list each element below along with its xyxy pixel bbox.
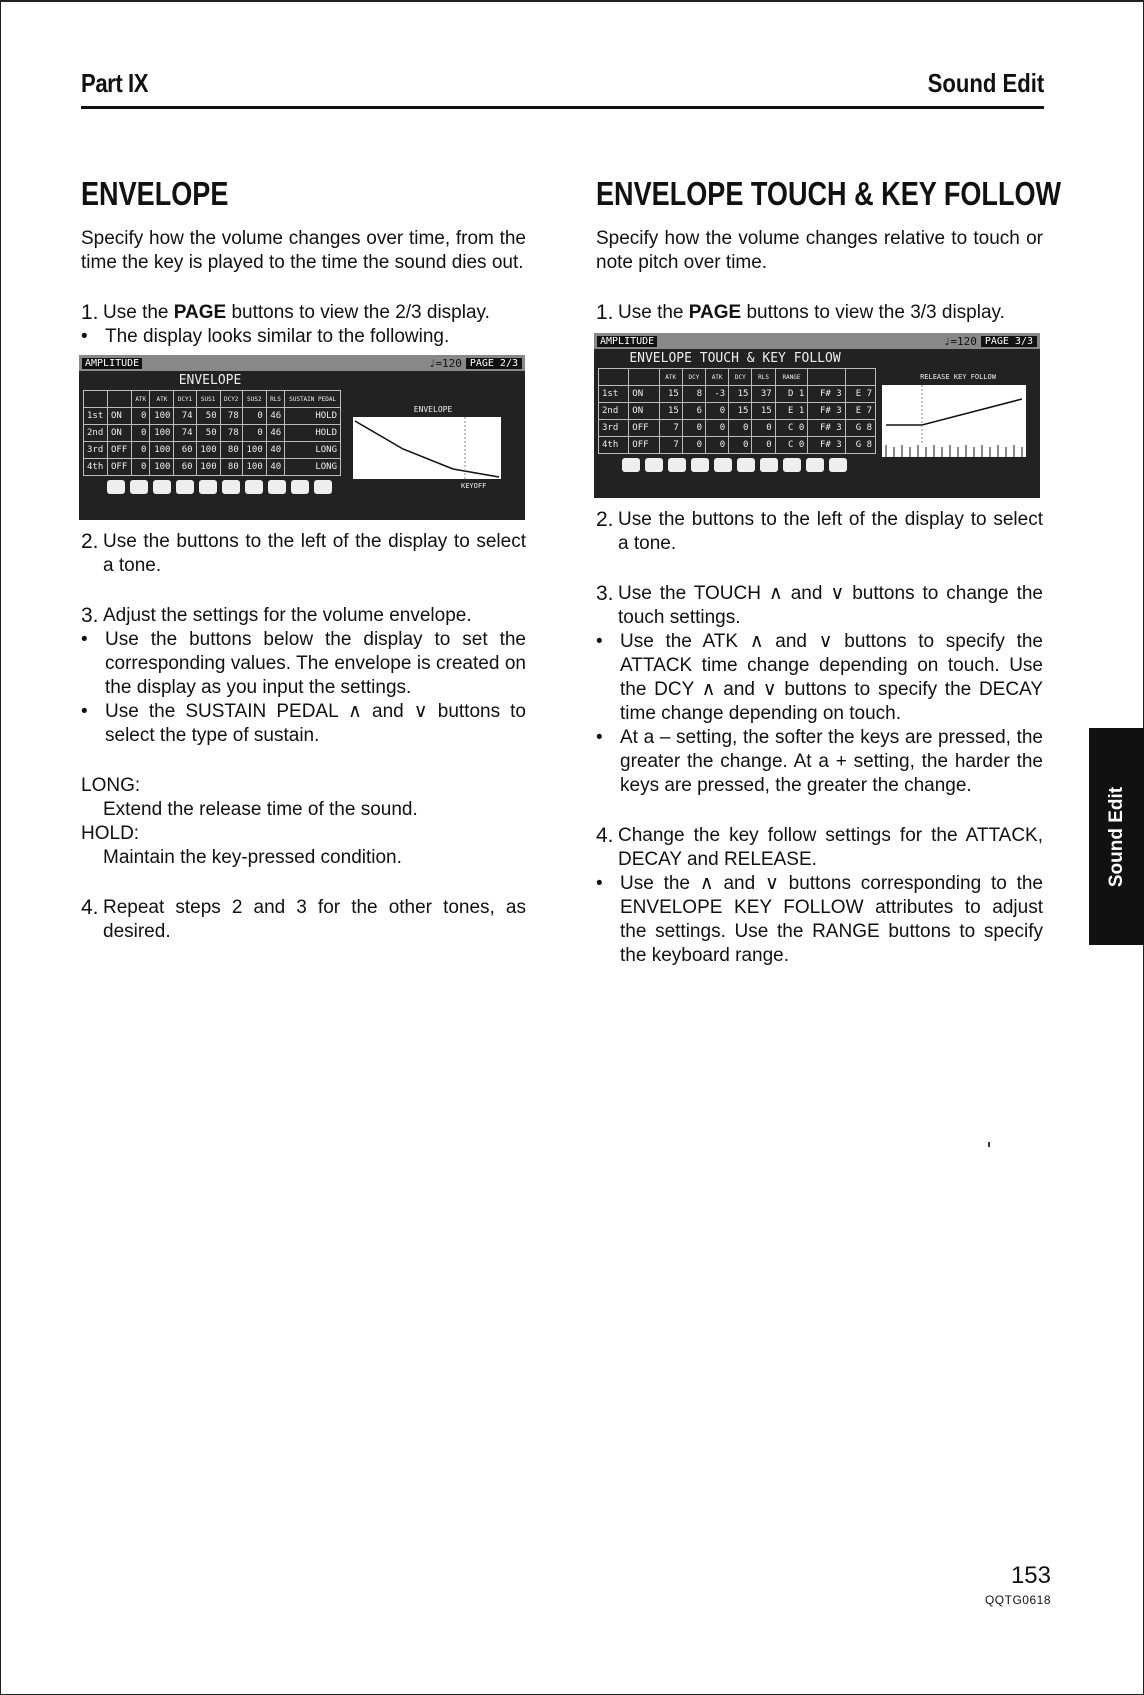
lcd-cell: 100 <box>150 425 174 442</box>
lcd-cell: OFF <box>629 437 659 454</box>
lcd-cell: 100 <box>242 459 266 476</box>
lcd-cell: 0 <box>132 425 150 442</box>
lcd-button[interactable] <box>645 458 663 472</box>
lcd-column-header <box>599 369 629 386</box>
lcd-column-header: RANGE <box>775 369 808 386</box>
envelope-step-4 <box>81 896 526 944</box>
lcd-tone-row <box>599 386 876 403</box>
lcd-cell: 1st <box>84 408 108 425</box>
lcd-cell: 15 <box>752 403 775 420</box>
lcd-cell: 0 <box>132 408 150 425</box>
lcd-cell: 0 <box>729 420 752 437</box>
lcd-cell: OFF <box>108 459 132 476</box>
step-number: 1. <box>596 301 614 324</box>
lcd-cell: 40 <box>266 442 284 459</box>
header-rule <box>81 106 1044 109</box>
bullet-text: The display looks similar to the following. <box>105 326 450 347</box>
lcd-cell: 0 <box>729 437 752 454</box>
lcd-button[interactable] <box>199 480 217 494</box>
touch-keyfollow-column <box>596 175 1062 968</box>
lcd-button[interactable] <box>737 458 755 472</box>
lcd-cell: 78 <box>220 425 242 442</box>
lcd-column-header: ATK <box>150 391 174 408</box>
step-text: Use the TOUCH ∧ and ∨ buttons to change the touch settings. <box>618 583 1043 628</box>
lcd-cell: OFF <box>629 420 659 437</box>
lcd-cell: 60 <box>174 459 196 476</box>
lcd-page-indicator: PAGE 3/3 <box>981 336 1037 347</box>
lcd-header-row <box>599 369 876 386</box>
lcd-column-header <box>108 391 132 408</box>
lcd-cell: 100 <box>150 442 174 459</box>
envelope-bullet-1: • The display looks similar to the following. <box>81 325 526 349</box>
touch-keyfollow-heading: ENVELOPE TOUCH & KEY FOLLOW <box>596 175 1062 212</box>
lcd-cell: 0 <box>242 425 266 442</box>
lcd-tone-row <box>599 437 876 454</box>
step-text: Change the key follow settings for the ATTACK, DECAY and RELEASE. <box>618 825 1043 870</box>
envelope-intro: Specify how the volume changes over time, from the time the key is played to the time the sound dies out. <box>81 228 526 273</box>
lcd-cell: 15 <box>729 386 752 403</box>
step-number: 2. <box>596 508 614 531</box>
lcd-cell: F# 3 <box>808 386 845 403</box>
lcd-cell: 2nd <box>599 403 629 420</box>
touch-keyfollow-intro: Specify how the volume changes relative to touch or note pitch over time. <box>596 228 1043 273</box>
step-number: 4. <box>81 896 99 919</box>
side-tab-label: Sound Edit <box>1105 786 1127 887</box>
lcd-title: ENVELOPE TOUCH & KEY FOLLOW <box>629 351 841 366</box>
lcd-top-bar <box>594 333 1040 349</box>
bullet-text: Use the ∧ and ∨ buttons corresponding to the ENVELOPE KEY FOLLOW attributes to adjust the settings. Use the RANGE buttons to specify the keyboard range. <box>620 873 1043 966</box>
step-text: buttons to view the 3/3 display. <box>741 302 1005 323</box>
lcd-cell: 46 <box>266 425 284 442</box>
lcd-cell: F# 3 <box>808 420 845 437</box>
bullet-text: At a – setting, the softer the keys are pressed, the greater the change. At a + setting, the harder the keys are pressed, the greater the change. <box>620 727 1043 796</box>
lcd-cell: 8 <box>682 386 705 403</box>
lcd-cell: E 7 <box>845 386 875 403</box>
lcd-cell: 1st <box>599 386 629 403</box>
page-number: 153 <box>1010 1562 1051 1589</box>
lcd-cell: 0 <box>132 459 150 476</box>
lcd-cell: HOLD <box>285 425 341 442</box>
graph-label: RELEASE KEY FOLLOW <box>920 373 996 381</box>
hold-description: Maintain the key-pressed condition. <box>103 847 402 868</box>
lcd-header-row <box>84 391 341 408</box>
print-speck <box>988 1142 990 1147</box>
lcd-cell: OFF <box>108 442 132 459</box>
touch-step-1 <box>596 301 1043 325</box>
lcd-tone-row <box>84 459 341 476</box>
lcd-button[interactable] <box>714 458 732 472</box>
lcd-cell: C 0 <box>775 437 808 454</box>
lcd-cell: 7 <box>659 420 682 437</box>
lcd-column-header: DCY <box>729 369 752 386</box>
page-keyword: PAGE <box>688 302 742 323</box>
lcd-cell: ON <box>108 425 132 442</box>
touch-keyfollow-table <box>598 368 876 454</box>
lcd-cell: ON <box>629 403 659 420</box>
lcd-cell: 15 <box>659 403 682 420</box>
lcd-cell: 0 <box>752 437 775 454</box>
lcd-button[interactable] <box>806 458 824 472</box>
lcd-cell: 15 <box>659 386 682 403</box>
lcd-column-header: DCY <box>682 369 705 386</box>
lcd-cell: E 7 <box>845 403 875 420</box>
lcd-button[interactable] <box>668 458 686 472</box>
lcd-tone-row <box>84 408 341 425</box>
bullet-text: Use the ATK ∧ and ∨ buttons to specify the ATTACK time change depending on touch. Use the DCY ∧ and ∨ buttons to specify the DECAY time change depending on touch. <box>620 631 1043 724</box>
lcd-column-header: RLS <box>266 391 284 408</box>
lcd-cell: G 8 <box>845 420 875 437</box>
envelope-step-1 <box>81 301 526 325</box>
lcd-cell: 50 <box>196 408 220 425</box>
lcd-cell: ON <box>629 386 659 403</box>
lcd-column-header: ATK <box>132 391 150 408</box>
lcd-cell: 78 <box>220 408 242 425</box>
lcd-cell: 0 <box>706 437 729 454</box>
lcd-column-header <box>629 369 659 386</box>
lcd-mode-label: AMPLITUDE <box>597 336 657 347</box>
lcd-cell: 0 <box>706 420 729 437</box>
lcd-cell: 3rd <box>84 442 108 459</box>
lcd-cell: ON <box>108 408 132 425</box>
lcd-cell: 7 <box>659 437 682 454</box>
envelope-lcd-display <box>79 355 525 520</box>
lcd-tempo: ♩=120 <box>428 356 462 370</box>
lcd-title: ENVELOPE <box>178 373 242 388</box>
envelope-step-3 <box>81 604 526 628</box>
long-term: LONG: <box>81 775 141 796</box>
lcd-cell: 37 <box>752 386 775 403</box>
lcd-button[interactable] <box>622 458 640 472</box>
lcd-tone-row <box>84 442 341 459</box>
lcd-button[interactable] <box>760 458 778 472</box>
step-text: Repeat steps 2 and 3 for the other tones, as desired. <box>103 897 526 942</box>
lcd-cell: 80 <box>220 459 242 476</box>
step-text: Use the <box>103 302 174 323</box>
lcd-cell: 0 <box>706 403 729 420</box>
envelope-table <box>83 390 341 476</box>
lcd-cell: 4th <box>84 459 108 476</box>
step-number: 4. <box>596 824 614 847</box>
lcd-cell: LONG <box>285 459 341 476</box>
page-keyword: PAGE <box>173 302 227 323</box>
lcd-tempo: ♩=120 <box>943 334 977 348</box>
lcd-cell: 0 <box>242 408 266 425</box>
lcd-cell: 0 <box>132 442 150 459</box>
envelope-column <box>81 175 526 944</box>
lcd-button[interactable] <box>314 480 332 494</box>
envelope-step-2 <box>81 530 526 578</box>
lcd-button[interactable] <box>130 480 148 494</box>
step-number: 3. <box>596 582 614 605</box>
step-text: buttons to view the 2/3 display. <box>226 302 490 323</box>
lcd-page-indicator: PAGE 2/3 <box>466 358 522 369</box>
lcd-top-bar <box>79 355 525 371</box>
lcd-cell: 100 <box>196 442 220 459</box>
lcd-cell: F# 3 <box>808 403 845 420</box>
lcd-button[interactable] <box>291 480 309 494</box>
lcd-column-header: ATK <box>706 369 729 386</box>
envelope-graph <box>353 417 501 479</box>
lcd-tone-row <box>84 425 341 442</box>
lcd-column-header: DCY1 <box>174 391 196 408</box>
lcd-button-row <box>594 454 1040 475</box>
lcd-cell: 74 <box>174 408 196 425</box>
lcd-button[interactable] <box>829 458 847 472</box>
lcd-cell: 80 <box>220 442 242 459</box>
section-side-tab <box>1089 728 1144 945</box>
lcd-cell: 100 <box>242 442 266 459</box>
touch-step-3 <box>596 582 1043 630</box>
lcd-column-header <box>84 391 108 408</box>
lcd-button[interactable] <box>783 458 801 472</box>
lcd-cell: 0 <box>682 420 705 437</box>
lcd-cell: 0 <box>752 420 775 437</box>
lcd-button[interactable] <box>245 480 263 494</box>
lcd-button[interactable] <box>176 480 194 494</box>
keyoff-label: KEYOFF <box>461 482 487 490</box>
touch-lcd-display <box>594 333 1040 498</box>
header-part: Part IX <box>81 68 149 98</box>
lcd-cell: D 1 <box>775 386 808 403</box>
lcd-cell: -3 <box>706 386 729 403</box>
step-text: Use the <box>618 302 689 323</box>
lcd-cell: 2nd <box>84 425 108 442</box>
lcd-column-header <box>808 369 845 386</box>
hold-term: HOLD: <box>81 823 140 844</box>
lcd-button[interactable] <box>268 480 286 494</box>
bullet-text: Use the SUSTAIN PEDAL ∧ and ∨ buttons to select the type of sustain. <box>105 701 526 746</box>
envelope-bullet-3: • Use the SUSTAIN PEDAL ∧ and ∨ buttons to select the type of sustain. <box>81 701 526 746</box>
lcd-tone-row <box>599 403 876 420</box>
lcd-cell: 100 <box>150 459 174 476</box>
touch-step-4 <box>596 824 1043 872</box>
envelope-heading: ENVELOPE <box>81 175 229 212</box>
lcd-cell: E 1 <box>775 403 808 420</box>
lcd-cell: 100 <box>196 459 220 476</box>
lcd-column-header: ATK <box>659 369 682 386</box>
touch-step-2 <box>596 508 1043 556</box>
document-code: QQTG0618 <box>984 1593 1051 1607</box>
lcd-cell: LONG <box>285 442 341 459</box>
step-number: 1. <box>81 301 99 324</box>
lcd-mode-label: AMPLITUDE <box>82 358 142 369</box>
lcd-button[interactable] <box>107 480 125 494</box>
lcd-cell: 100 <box>150 408 174 425</box>
lcd-cell: F# 3 <box>808 437 845 454</box>
touch-bullet-1: • Use the ATK ∧ and ∨ buttons to specify the ATTACK time change depending on touch. Use the DCY ∧ and ∨ buttons to specify the DECAY time change depending on touch. <box>596 631 1043 724</box>
lcd-cell: 50 <box>196 425 220 442</box>
lcd-column-header: DCY2 <box>220 391 242 408</box>
lcd-column-header <box>845 369 875 386</box>
step-text: Use the buttons to the left of the display to select a tone. <box>618 509 1043 554</box>
graph-label: ENVELOPE <box>413 405 453 414</box>
lcd-button[interactable] <box>691 458 709 472</box>
lcd-button[interactable] <box>222 480 240 494</box>
step-number: 2. <box>81 530 99 553</box>
lcd-cell: C 0 <box>775 420 808 437</box>
lcd-cell: 40 <box>266 459 284 476</box>
touch-bullet-3: • Use the ∧ and ∨ buttons corresponding to the ENVELOPE KEY FOLLOW attributes to adjust the settings. Use the RANGE buttons to specify the keyboard range. <box>596 873 1043 966</box>
lcd-cell: 74 <box>174 425 196 442</box>
touch-bullet-2: • At a – setting, the softer the keys are pressed, the greater the change. At a + setting, the harder the keys are pressed, the greater the change. <box>596 727 1043 796</box>
lcd-column-header: SUS2 <box>242 391 266 408</box>
lcd-cell: 46 <box>266 408 284 425</box>
bullet-text: Use the buttons below the display to set the corresponding values. The envelope is created on the display as you input the settings. <box>105 629 526 698</box>
lcd-column-header: RLS <box>752 369 775 386</box>
lcd-cell: 6 <box>682 403 705 420</box>
step-text: Use the buttons to the left of the display to select a tone. <box>103 531 526 576</box>
lcd-cell: HOLD <box>285 408 341 425</box>
lcd-cell: 0 <box>682 437 705 454</box>
lcd-cell: 4th <box>599 437 629 454</box>
lcd-cell: 15 <box>729 403 752 420</box>
keyfollow-graph <box>882 385 1026 457</box>
long-description: Extend the release time of the sound. <box>103 799 418 820</box>
step-number: 3. <box>81 604 99 627</box>
lcd-button-row <box>79 476 525 497</box>
header-section: Sound Edit <box>927 68 1044 98</box>
lcd-cell: G 8 <box>845 437 875 454</box>
lcd-column-header: SUSTAIN PEDAL <box>285 391 341 408</box>
step-text: Adjust the settings for the volume envelope. <box>103 605 472 626</box>
lcd-cell: 60 <box>174 442 196 459</box>
lcd-column-header: SUS1 <box>196 391 220 408</box>
lcd-button[interactable] <box>153 480 171 494</box>
lcd-tone-row <box>599 420 876 437</box>
envelope-bullet-2: • Use the buttons below the display to set the corresponding values. The envelope is created on the display as you input the settings. <box>81 629 526 698</box>
lcd-cell: 3rd <box>599 420 629 437</box>
